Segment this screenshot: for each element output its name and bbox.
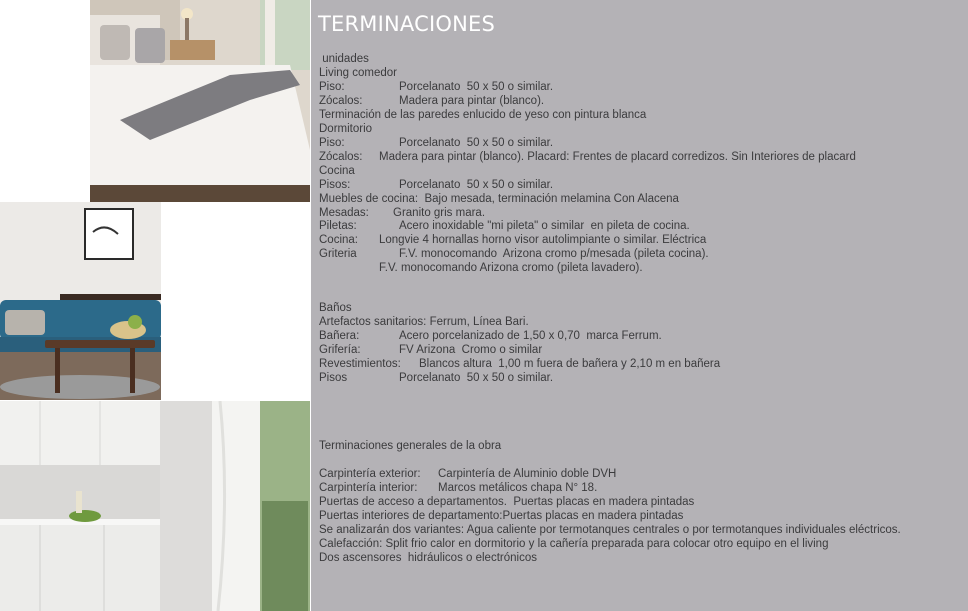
spec-line	[319, 248, 709, 261]
spec-line	[319, 95, 544, 108]
spec-value: Marcos metálicos chapa N° 18.	[438, 482, 598, 494]
spec-label: Bañera:	[319, 330, 360, 342]
spec-value: Blancos altura 1,00 m fuera de bañera y 2,10 m en bañera	[419, 358, 721, 370]
bedroom-photo	[90, 0, 310, 202]
spec-line	[319, 193, 679, 206]
spec-value: Porcelanato 50 x 50 o similar.	[399, 81, 554, 93]
spec-line	[319, 137, 553, 150]
spec-value: Longvie 4 hornallas horno visor autolimpiante o similar. Eléctrica	[379, 234, 707, 246]
spec-label: Piso:	[319, 81, 345, 93]
spec-line	[319, 302, 352, 315]
spec-value: Granito gris mara.	[393, 207, 486, 219]
spec-label: Piso:	[319, 137, 345, 149]
spec-line	[319, 344, 542, 357]
spec-line	[319, 510, 683, 523]
spec-value: Porcelanato 50 x 50 o similar.	[399, 372, 554, 384]
spec-line	[319, 262, 643, 275]
spec-label: Artefactos sanitarios: Ferrum, Línea Bari.	[319, 316, 529, 328]
spec-label: unidades	[319, 53, 369, 65]
spec-line	[319, 179, 553, 192]
spec-label: Puertas interiores de departamento:	[319, 510, 503, 522]
spec-value: F.V. monocomando Arizona cromo p/mesada (pileta cocina).	[399, 248, 709, 260]
spec-line	[319, 316, 529, 329]
spec-label: Mesadas:	[319, 207, 369, 219]
spec-label: Cocina	[319, 165, 355, 177]
spec-line	[319, 440, 501, 453]
spec-value: Carpintería de Aluminio doble DVH	[438, 468, 617, 480]
spec-value: Porcelanato 50 x 50 o similar.	[399, 179, 554, 191]
spec-line	[319, 538, 828, 551]
spec-label: Revestimientos:	[319, 358, 401, 370]
spec-label: Cocina:	[319, 234, 358, 246]
spec-label: Terminaciones generales de la obra	[319, 440, 502, 452]
spec-label: Piletas:	[319, 220, 357, 232]
spec-line	[319, 358, 720, 371]
spec-label: Baños	[319, 302, 352, 314]
spec-value: Acero porcelanizado de 1,50 x 0,70 marca Ferrum.	[399, 330, 662, 342]
spec-line	[319, 81, 553, 94]
spec-line	[319, 109, 646, 122]
spec-value: F.V. monocomando Arizona cromo (pileta lavadero).	[379, 262, 643, 274]
spec-line	[319, 468, 616, 481]
spec-label: Grifería:	[319, 344, 361, 356]
spec-line	[319, 53, 369, 66]
spec-value: Porcelanato 50 x 50 o similar.	[399, 137, 554, 149]
spec-label: Terminación de las paredes enlucido de yeso con pintura blanca	[319, 109, 647, 121]
spec-line	[319, 496, 694, 509]
spec-label: Puertas de acceso a departamentos.	[319, 496, 507, 508]
spec-value: Madera para pintar (blanco).	[399, 95, 545, 107]
page-title: TERMINACIONES	[318, 12, 495, 36]
spec-line	[319, 552, 537, 565]
spec-label: Muebles de cocina:	[319, 193, 419, 205]
spec-label: Zócalos:	[319, 151, 363, 163]
spec-value: Bajo mesada, terminación melamina Con Alacena	[418, 193, 679, 205]
spec-line	[319, 67, 397, 80]
spec-line	[319, 372, 553, 385]
spec-label: Living comedor	[319, 67, 397, 79]
spec-line	[319, 123, 372, 136]
spec-label: Griteria	[319, 248, 357, 260]
spec-label: Se analizarán dos variantes: Agua caliente por termotanques centrales o por termotanques individuales eléctricos.	[319, 524, 901, 536]
spec-line	[319, 165, 355, 178]
spec-value: FV Arizona Cromo o similar	[399, 344, 543, 356]
spec-line	[319, 234, 706, 247]
spec-label: Pisos:	[319, 179, 351, 191]
spec-value: Acero inoxidable "mi pileta" o similar en pileta de cocina.	[399, 220, 690, 232]
spec-label: Carpintería exterior:	[319, 468, 421, 480]
spec-label: Dormitorio	[319, 123, 373, 135]
spec-line	[319, 524, 901, 537]
spec-value: Puertas placas en madera pintadas	[502, 510, 684, 522]
spec-value: Puertas placas en madera pintadas	[506, 496, 695, 508]
spec-label: Carpintería interior:	[319, 482, 418, 494]
spec-label: Zócalos:	[319, 95, 363, 107]
kitchen-photo	[0, 401, 310, 611]
spec-line	[319, 207, 485, 220]
spec-label: Dos ascensores hidráulicos o electrónicos	[319, 552, 537, 564]
spec-label: Pisos	[319, 372, 348, 384]
spec-value: Madera para pintar (blanco). Placard: Frentes de placard corredizos. Sin Interiores de placard	[379, 151, 856, 163]
spec-line	[319, 220, 690, 233]
spec-line	[319, 482, 597, 495]
living-room-photo	[0, 202, 161, 400]
spec-label: Calefacción: Split frio calor en dormitorio y la cañería preparada para colocar otro equipo en el living	[319, 538, 829, 550]
spec-line	[319, 330, 662, 343]
spec-line	[319, 151, 856, 164]
